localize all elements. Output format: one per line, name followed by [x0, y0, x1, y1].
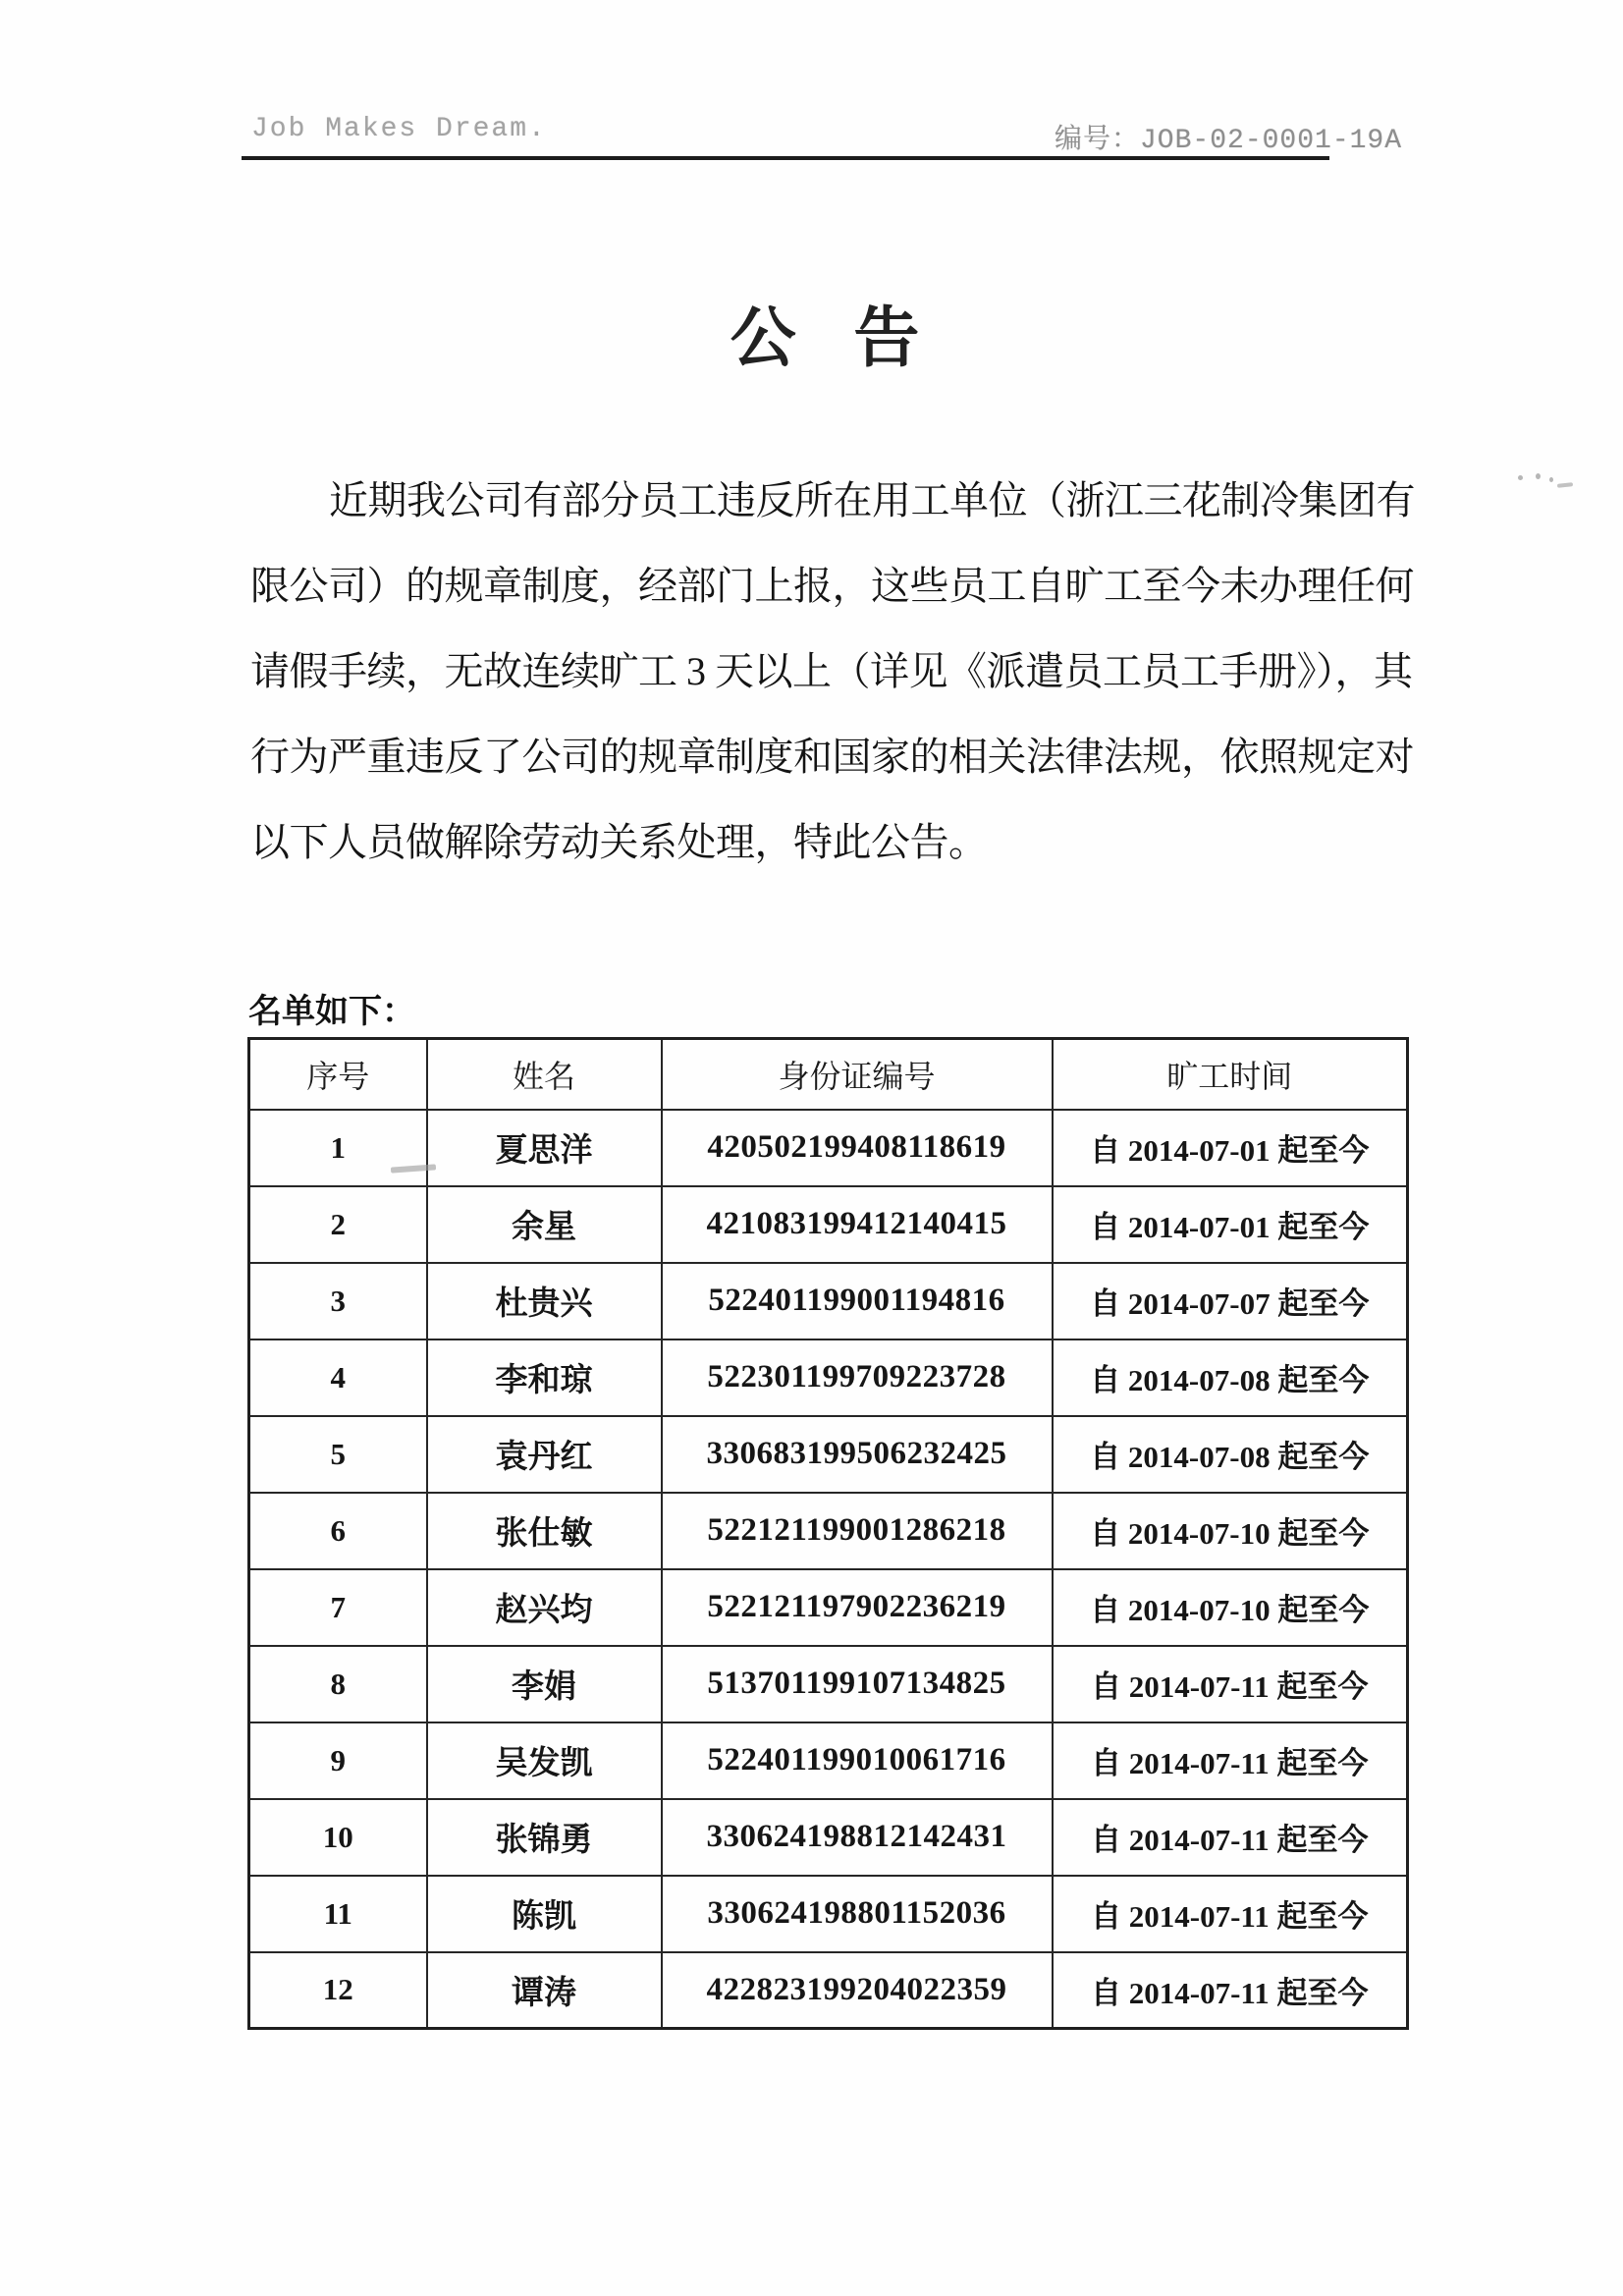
table-cell-name: 赵兴均: [427, 1569, 662, 1646]
table-row: [249, 1876, 1408, 1952]
table-cell-no: 12: [249, 1952, 427, 2029]
scan-speck: [1518, 475, 1523, 480]
table-cell-name: 杜贵兴: [427, 1263, 662, 1339]
body-line: 近期我公司有部分员工违反所在用工单位（浙江三花制冷集团有: [329, 478, 1415, 522]
table-cell-name: 李娟: [427, 1646, 662, 1722]
table-cell-no: 11: [249, 1876, 427, 1952]
table-cell-id: 420502199408118619: [662, 1110, 1053, 1186]
table-row: [249, 1646, 1408, 1722]
table-cell-date: 自 2014-07-10 起至今: [1053, 1569, 1408, 1646]
table-cell-no: 8: [249, 1646, 427, 1722]
table-cell-id: 330624198801152036: [662, 1876, 1053, 1952]
table-cell-id: 330683199506232425: [662, 1416, 1053, 1493]
table-cell-no: 2: [249, 1186, 427, 1263]
column-header-name: 姓名: [427, 1039, 662, 1110]
table-cell-date: 自 2014-07-11 起至今: [1053, 1799, 1408, 1876]
table-cell-date: 自 2014-07-01 起至今: [1053, 1110, 1408, 1186]
header-doc-number: 编号：JOB-02-0001-19A: [1055, 126, 1403, 156]
scan-speck: [1557, 482, 1573, 488]
table-cell-id: 522121197902236219: [662, 1569, 1053, 1646]
table-row: [249, 1263, 1408, 1339]
employee-table-header: [249, 1039, 1408, 1110]
table-cell-id: 422823199204022359: [662, 1952, 1053, 2029]
table-header-row: [249, 1039, 1408, 1110]
table-row: [249, 1952, 1408, 2029]
table-cell-no: 3: [249, 1263, 427, 1339]
table-cell-id: 522401199001194816: [662, 1263, 1053, 1339]
table-cell-name: 余星: [427, 1186, 662, 1263]
table-cell-id: 421083199412140415: [662, 1186, 1053, 1263]
table-cell-id: 522121199001286218: [662, 1493, 1053, 1569]
table-cell-no: 5: [249, 1416, 427, 1493]
table-cell-name: 夏思洋: [427, 1110, 662, 1186]
table-row: [249, 1569, 1408, 1646]
header-rule: [242, 156, 1329, 160]
table-cell-date: 自 2014-07-07 起至今: [1053, 1263, 1408, 1339]
body-line: 以下人员做解除劳动关系处理，特此公告。: [250, 820, 988, 864]
table-row: [249, 1416, 1408, 1493]
scan-speck: [1549, 477, 1553, 482]
table-cell-date: 自 2014-07-11 起至今: [1053, 1876, 1408, 1952]
notice-body-paragraph: [250, 458, 1415, 885]
body-line: 请假手续，无故连续旷工 3 天以上（详见《派遣员工员工手册》），其: [250, 649, 1413, 693]
table-cell-date: 自 2014-07-11 起至今: [1053, 1952, 1408, 2029]
employee-table: [247, 1037, 1409, 2030]
table-cell-id: 522301199709223728: [662, 1339, 1053, 1416]
table-cell-name: 陈凯: [427, 1876, 662, 1952]
table-cell-date: 自 2014-07-01 起至今: [1053, 1186, 1408, 1263]
body-line: 行为严重违反了公司的规章制度和国家的相关法律法规，依照规定对: [250, 735, 1414, 779]
list-label: 名单如下：: [248, 994, 415, 1030]
table-row: [249, 1110, 1408, 1186]
table-cell-id: 330624198812142431: [662, 1799, 1053, 1876]
table-cell-name: 吴发凯: [427, 1722, 662, 1799]
table-row: [249, 1339, 1408, 1416]
table-cell-date: 自 2014-07-08 起至今: [1053, 1339, 1408, 1416]
body-line: 限公司）的规章制度，经部门上报，这些员工自旷工至今未办理任何: [250, 564, 1414, 608]
table-cell-name: 袁丹红: [427, 1416, 662, 1493]
table-cell-no: 7: [249, 1569, 427, 1646]
header-slogan: Job Makes Dream.: [251, 114, 547, 144]
table-row: [249, 1722, 1408, 1799]
table-cell-id: 522401199010061716: [662, 1722, 1053, 1799]
scan-speck: [1536, 473, 1541, 479]
table-cell-no: 6: [249, 1493, 427, 1569]
table-cell-no: 4: [249, 1339, 427, 1416]
table-cell-name: 李和琼: [427, 1339, 662, 1416]
column-header-no: 序号: [249, 1039, 427, 1110]
table-cell-name: 张仕敏: [427, 1493, 662, 1569]
table-cell-date: 自 2014-07-08 起至今: [1053, 1416, 1408, 1493]
table-row: [249, 1799, 1408, 1876]
table-cell-name: 谭涛: [427, 1952, 662, 2029]
column-header-date: 旷工时间: [1053, 1039, 1408, 1110]
column-header-id: 身份证编号: [662, 1039, 1053, 1110]
table-cell-date: 自 2014-07-11 起至今: [1053, 1646, 1408, 1722]
table-cell-no: 10: [249, 1799, 427, 1876]
table-cell-date: 自 2014-07-11 起至今: [1053, 1722, 1408, 1799]
notice-title: 公 告: [730, 302, 924, 375]
table-cell-no: 1: [249, 1110, 427, 1186]
table-cell-no: 9: [249, 1722, 427, 1799]
employee-table-body: [249, 1110, 1408, 2029]
table-row: [249, 1493, 1408, 1569]
table-row: [249, 1186, 1408, 1263]
table-cell-date: 自 2014-07-10 起至今: [1053, 1493, 1408, 1569]
table-cell-name: 张锦勇: [427, 1799, 662, 1876]
table-cell-id: 513701199107134825: [662, 1646, 1053, 1722]
